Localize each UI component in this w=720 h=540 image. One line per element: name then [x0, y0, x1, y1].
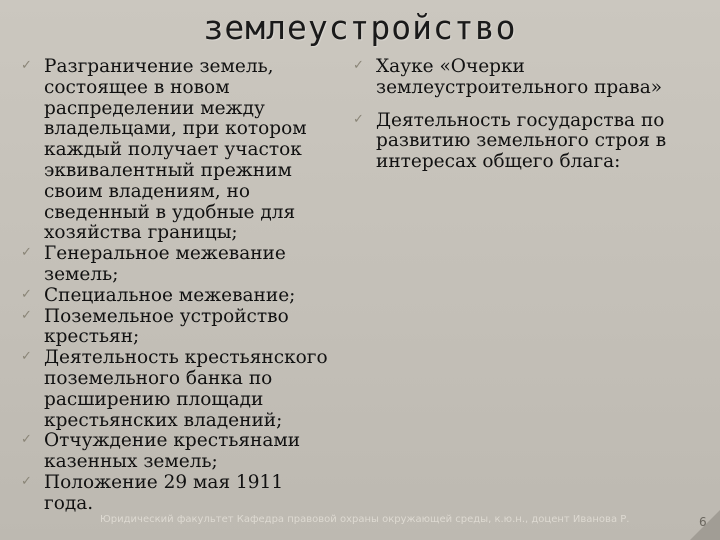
list-item: [18, 244, 338, 286]
list-item-text: Деятельность крестьянского поземельного банка по расширению площади крестьянских владений;: [44, 347, 328, 431]
list-item: [18, 57, 338, 244]
list-item: [350, 111, 680, 173]
chevron-bullet-icon: ✓: [21, 286, 32, 302]
list-item-text: Генеральное межевание земель;: [44, 243, 286, 285]
list-item: [18, 286, 338, 307]
list-item: [18, 307, 338, 349]
chevron-bullet-icon: ✓: [21, 473, 32, 489]
slide-footer: Юридический факультет Кафедра правовой охраны окружающей среды, к.ю.н., доцент Иванова Р.: [100, 514, 630, 525]
list-item-text: Отчуждение крестьянами казенных земель;: [44, 430, 301, 473]
list-item: [350, 57, 680, 99]
chevron-bullet-icon: ✓: [21, 307, 32, 323]
chevron-bullet-icon: ✓: [353, 111, 364, 127]
list-item: [18, 431, 338, 473]
chevron-bullet-icon: ✓: [21, 245, 32, 261]
list-item-text: Поземельное устройство крестьян;: [44, 305, 289, 348]
chevron-bullet-icon: ✓: [21, 432, 32, 448]
chevron-bullet-icon: ✓: [353, 58, 364, 73]
slide-title: землеустройство: [203, 8, 517, 47]
list-item: [18, 348, 338, 431]
list-item-text: Деятельность государства по развитию земельного строя в интересах общего блага:: [376, 109, 667, 173]
list-item-text: Специальное межевание;: [44, 284, 296, 306]
list-item-text: Разграничение земель, состоящее в новом распределении между владельцами, при котором каждый получает участок эквивалентный прежним своим владениям, но сведенный в удобные для хозяйства границы;: [44, 56, 307, 244]
right-bullet-list: [350, 57, 680, 185]
list-item: [18, 473, 338, 515]
list-item-text: Положение 29 мая 1911 года.: [44, 471, 284, 514]
list-item-text: Хауке «Очерки землеустроительного права»: [376, 56, 663, 98]
left-bullet-list: [18, 57, 338, 515]
chevron-bullet-icon: ✓: [21, 349, 32, 365]
page-number: 6: [699, 515, 707, 529]
chevron-bullet-icon: ✓: [21, 58, 32, 73]
